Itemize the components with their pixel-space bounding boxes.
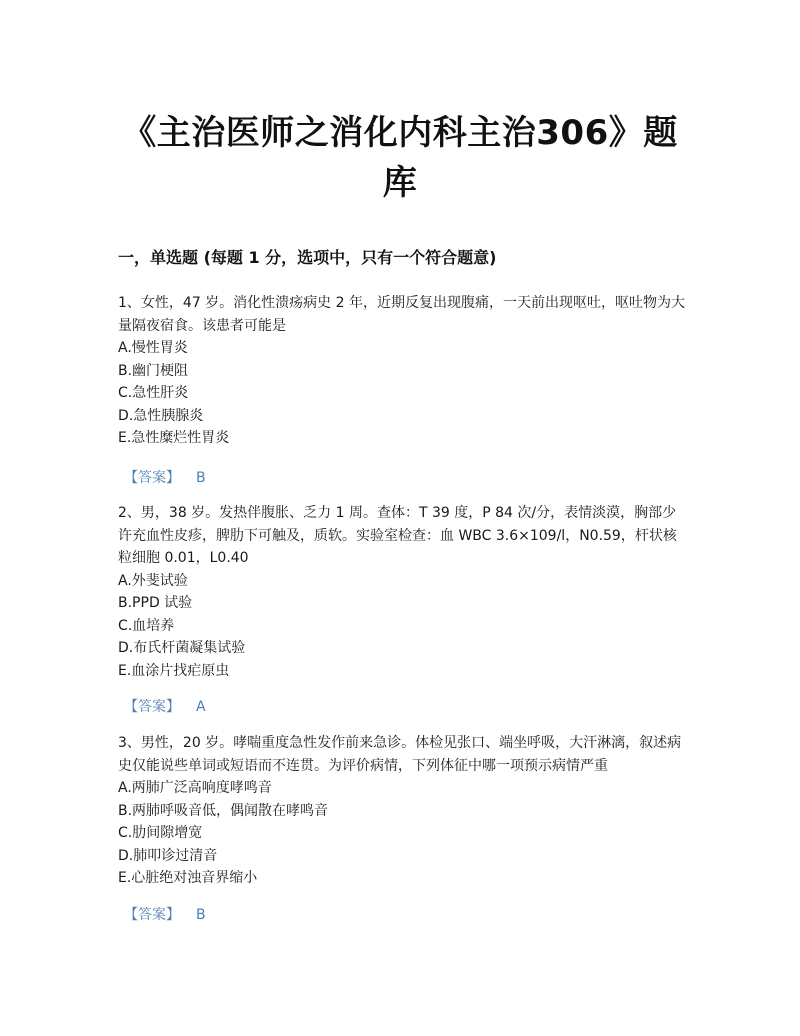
option-d: D.布氏杆菌凝集试验	[118, 640, 246, 656]
answer-value: A	[196, 699, 206, 715]
question-stem: 2、男，38 岁。发热伴腹胀、乏力 1 周。查体：T 39 度，P 84 次/分，表情淡漠，胸部少许充血性皮疹，脾肋下可触及，质软。实验室检查：血 WBC 3.6×109/l，N0.59，杆状核粒细胞 0.01，L0.40	[118, 505, 677, 566]
option-e: E.血涂片找疟原虫	[118, 662, 230, 679]
option-a: A.慢性胃炎	[118, 340, 188, 356]
option-b: B.PPD 试验	[118, 595, 193, 611]
answer-value: B	[196, 907, 206, 923]
option-a: A.外斐试验	[118, 572, 188, 589]
answer-2	[124, 696, 206, 716]
option-d: D.急性胰腺炎	[118, 407, 204, 424]
option-e: E.心脏绝对浊音界缩小	[118, 870, 258, 886]
option-c: C.血培养	[118, 617, 175, 634]
option-c: C.急性肝炎	[118, 385, 189, 401]
option-c: C.肋间隙增宽	[118, 825, 203, 841]
question-stem: 1、女性，47 岁。消化性溃疡病史 2 年，近期反复出现腹痛，一天前出现呕吐，呕吐物为大量隔夜宿食。该患者可能是	[118, 295, 685, 334]
answer-label: 【答案】	[124, 470, 180, 486]
answer-3	[124, 904, 206, 924]
option-b: B.幽门梗阻	[118, 362, 189, 379]
option-d: D.肺叩诊过清音	[118, 847, 218, 864]
document-title: 《主治医师之消化内科主治306》题库	[122, 113, 678, 203]
answer-label: 【答案】	[124, 907, 180, 923]
option-a: A.两肺广泛高响度哮鸣音	[118, 780, 272, 796]
question-1	[118, 292, 688, 450]
section-heading: 一，单选题 (每题 1 分，选项中，只有一个符合题意)	[118, 248, 497, 267]
question-2	[118, 502, 688, 682]
option-e: E.急性糜烂性胃炎	[118, 430, 230, 446]
answer-1	[124, 467, 206, 487]
answer-label: 【答案】	[124, 699, 180, 715]
question-stem: 3、男性，20 岁。哮喘重度急性发作前来急诊。体检见张口、端坐呼吸，大汗淋漓，叙述病史仅能说些单词或短语而不连贯。为评价病情，下列体征中哪一项预示病情严重	[118, 735, 682, 774]
option-b: B.两肺呼吸音低，偶闻散在哮鸣音	[118, 802, 329, 819]
answer-value: B	[196, 470, 206, 486]
question-3	[118, 732, 688, 890]
